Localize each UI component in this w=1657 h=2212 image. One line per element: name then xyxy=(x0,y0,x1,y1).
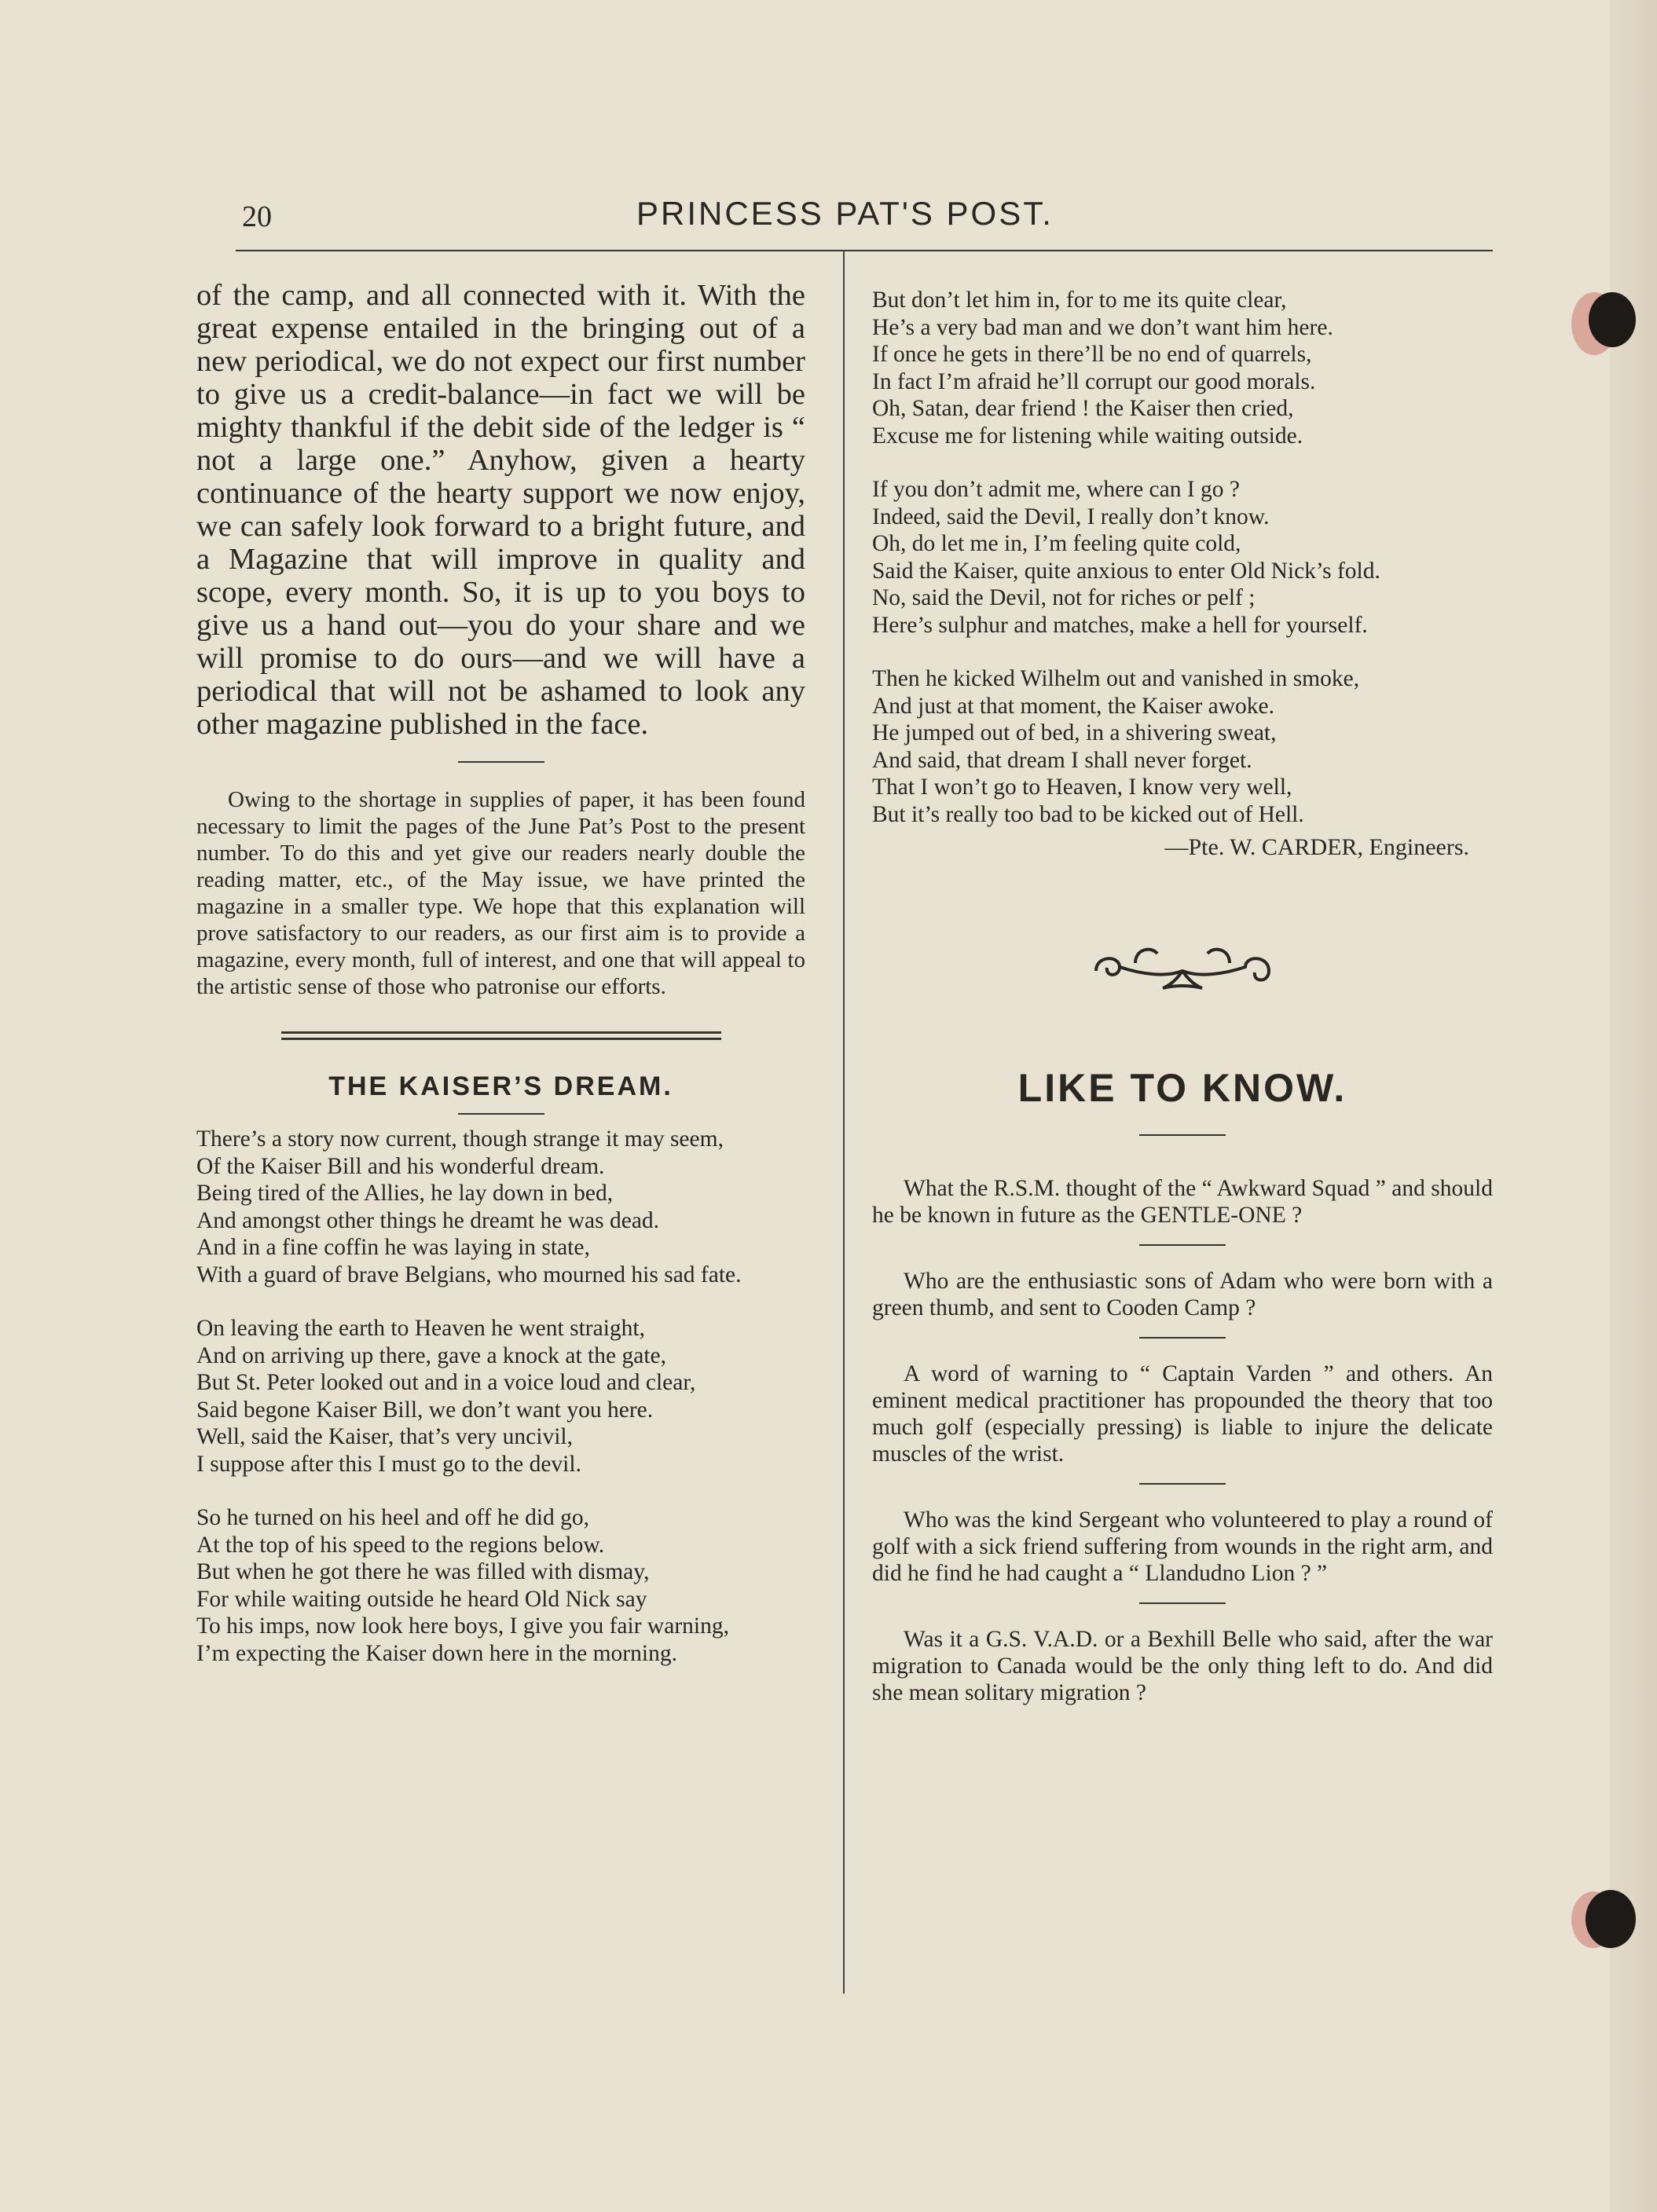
poem-line: Here’s sulphur and matches, make a hell for yourself. xyxy=(872,612,1368,638)
question-text: Who are the enthusiastic sons of Adam who were born with a green thumb, and sent to Cooden Camp ? xyxy=(872,1269,1493,1320)
poem-line: Excuse me for listening while waiting outside. xyxy=(872,423,1303,449)
running-title: PRINCESS PAT'S POST. xyxy=(636,195,1054,232)
poem-line: To his imps, now look here boys, I give you fair warning, xyxy=(196,1613,729,1639)
poem-line: No, said the Devil, not for riches or pelf ; xyxy=(872,585,1256,610)
page-number: 20 xyxy=(242,200,272,233)
question-item xyxy=(872,1626,1493,1706)
stanza xyxy=(872,287,1493,449)
poem-line: There’s a story now current, though strange it may seem, xyxy=(196,1126,724,1152)
poem-line: Being tired of the Allies, he lay down in bed, xyxy=(196,1181,614,1206)
poem-line: With a guard of brave Belgians, who mourned his sad fate. xyxy=(196,1262,742,1287)
poem-line: And said, that dream I shall never forget. xyxy=(872,747,1252,773)
question-item xyxy=(872,1361,1493,1467)
notice-paragraph: Owing to the shortage in supplies of paper, it has been found necessary to limit the pages of the June Pat’s Post to the present number. To do this and yet give our readers nearly double the reading matter, etc., of the May issue, we have printed the magazine in a smaller type. We hope that this explanation will prove satisfactory to our readers, as our first aim is to provide a magazine, every month, full of interest, and one that will appeal to the artistic sense of those who patronise our efforts. xyxy=(196,787,805,999)
ink-blot xyxy=(1586,1890,1636,1948)
poem-line: But it’s really too bad to be kicked out of Hell. xyxy=(872,801,1304,827)
poem-line: I’m expecting the Kaiser down here in the morning. xyxy=(196,1640,677,1666)
left-column xyxy=(196,279,805,1667)
stanza xyxy=(872,665,1493,828)
poem-line: Oh, Satan, dear friend ! the Kaiser then cried, xyxy=(872,396,1294,421)
poem-part-2 xyxy=(872,287,1493,828)
poem-line: So he turned on his heel and off he did go, xyxy=(196,1505,590,1530)
flourish-ornament xyxy=(1088,939,1277,994)
question-item xyxy=(872,1175,1493,1229)
page-header xyxy=(236,195,1493,251)
poem-line: In fact I’m afraid he’ll corrupt our good morals. xyxy=(872,368,1316,394)
stanza xyxy=(196,1504,805,1667)
poem-line: I suppose after this I must go to the devil. xyxy=(196,1451,581,1477)
right-column xyxy=(872,287,1493,1706)
question-text: Who was the kind Sergeant who volunteered to play a round of golf with a sick friend suffering from wounds in the right arm, and did he find he had caught a “ Llandudno Lion ? ” xyxy=(872,1507,1493,1586)
poem-title: THE KAISER’S DREAM. xyxy=(328,1071,673,1101)
poem-line: But St. Peter looked out and in a voice loud and clear, xyxy=(196,1370,696,1395)
section-title: LIKE TO KNOW. xyxy=(1017,1066,1347,1110)
question-text: A word of warning to “ Captain Varden ” and others. An eminent medical practitioner has propounded the theory that too much golf (especially pressing) is liable to injure the delicate muscles of the wrist. xyxy=(872,1361,1493,1467)
poem-line: Then he kicked Wilhelm out and vanished in smoke, xyxy=(872,666,1360,691)
poem-line: For while waiting outside he heard Old Nick say xyxy=(196,1586,647,1612)
poem-line: Indeed, said the Devil, I really don’t know. xyxy=(872,504,1270,529)
poem-line: Of the Kaiser Bill and his wonderful dream. xyxy=(196,1153,605,1179)
poem-line: If once he gets in there’ll be no end of quarrels, xyxy=(872,342,1312,367)
stanza xyxy=(196,1315,805,1478)
question-text: Was it a G.S. V.A.D. or a Bexhill Belle who said, after the war migration to Canada would be the only thing left to do. And did she mean solitary migration ? xyxy=(872,1627,1493,1705)
stanza xyxy=(196,1126,805,1288)
intro-paragraph: of the camp, and all connected with it. With the great expense entailed in the bringing out of a new periodical, we do not expect our first number to give us a credit-balance—in fact we will be mighty thankful if the debit side of the ledger is “ not a large one.” Anyhow, given a hearty continuance of the hearty support we now enjoy, we can safely look forward to a bright future, and a Magazine that will improve in quality and scope, every month. So, it is up to you boys to give us a hand out—you do your share and we will promise to do ours—and we will have a periodical that will not be ashamed to look any other magazine published in the face. xyxy=(196,279,805,741)
poem-line: And amongst other things he dreamt he was dead. xyxy=(196,1207,660,1233)
poem-line: Said begone Kaiser Bill, we don’t want you here. xyxy=(196,1397,654,1423)
poem-line: Oh, do let me in, I’m feeling quite cold, xyxy=(872,531,1241,556)
poem-line: But when he got there he was filled with dismay, xyxy=(196,1559,650,1584)
poem-line: At the top of his speed to the regions below. xyxy=(196,1532,605,1558)
question-item xyxy=(872,1507,1493,1587)
poem-line: That I won’t go to Heaven, I know very well, xyxy=(872,775,1292,800)
poem-line: He’s a very bad man and we don’t want him here. xyxy=(872,314,1333,340)
column-divider xyxy=(843,250,845,1994)
poem-line: Well, said the Kaiser, that’s very uncivil, xyxy=(196,1424,573,1449)
poem-part-1 xyxy=(196,1126,805,1667)
double-rule xyxy=(281,1031,721,1040)
poem-line: And on arriving up there, gave a knock at the gate, xyxy=(196,1342,666,1368)
poem-line: But don’t let him in, for to me its quite clear, xyxy=(872,287,1287,313)
poem-line: On leaving the earth to Heaven he went straight, xyxy=(196,1316,645,1341)
ink-blot xyxy=(1589,292,1636,347)
poem-signature: —Pte. W. CARDER, Engineers. xyxy=(1164,834,1469,860)
poem-line: Said the Kaiser, quite anxious to enter Old Nick’s fold. xyxy=(872,558,1380,584)
poem-line: And just at that moment, the Kaiser awoke. xyxy=(872,693,1275,719)
poem-line: If you don’t admit me, where can I go ? xyxy=(872,477,1241,502)
poem-line: And in a fine coffin he was laying in state, xyxy=(196,1235,590,1260)
stanza xyxy=(872,476,1493,639)
poem-line: He jumped out of bed, in a shivering sweat, xyxy=(872,720,1277,745)
question-item xyxy=(872,1268,1493,1321)
question-text: What the R.S.M. thought of the “ Awkward Squad ” and should he be known in future as the GENTLE-ONE ? xyxy=(872,1176,1493,1228)
